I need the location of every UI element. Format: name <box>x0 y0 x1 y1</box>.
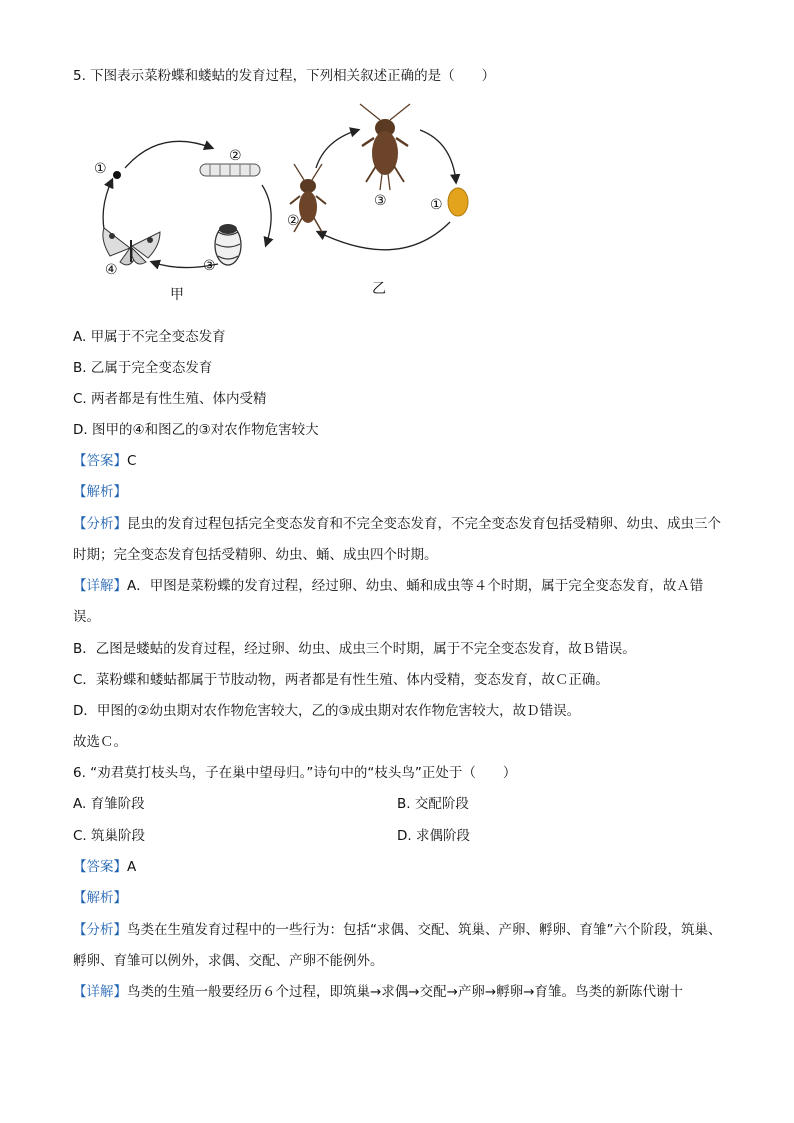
jia-label-4: ④ <box>105 262 118 278</box>
q6-fenxi <box>73 915 723 977</box>
q5-stem: 5. 下图表示菜粉蝶和蝼蛄的发育过程，下列相关叙述正确的是（ ） <box>73 68 496 84</box>
yi-arrow-3 <box>318 222 450 250</box>
q6-answer-value: A <box>127 859 137 875</box>
q5-option-a: A. 甲属于不完全变态发育 <box>73 329 226 345</box>
q5-xiangjie-b: B．乙图是蝼蛄的发育过程，经过卵、幼虫、成虫三个时期，属于不完全变态发育，故Ｂ错误。 <box>73 641 636 657</box>
q5-option-b: B. 乙属于完全变态发育 <box>73 360 213 376</box>
q6-option-a: A. 育雏阶段 <box>73 796 145 812</box>
q6-answer <box>73 857 136 877</box>
jia-arrow-1 <box>125 141 212 168</box>
yi-arrow-1 <box>316 130 358 168</box>
mole-cricket-egg <box>448 188 468 216</box>
yi-label-1: ① <box>430 197 443 213</box>
q6-option-d: D. 求偶阶段 <box>397 828 470 844</box>
q5-fenxi <box>73 509 723 571</box>
q5-conclusion: 故选Ｃ。 <box>73 734 127 750</box>
q5-answer <box>73 451 136 471</box>
butterfly <box>103 228 160 265</box>
q5-fenxi-tag: 【分析】 <box>73 516 127 532</box>
figure-label-yi: 乙 <box>372 281 386 297</box>
q6-option-c: C. 筑巢阶段 <box>73 828 146 844</box>
q6-option-b: B. 交配阶段 <box>397 796 469 812</box>
q6-xiangjie-text: 鸟类的生殖一般要经历６个过程，即筑巢→求偶→交配→产卵→孵卵→育雏。鸟类的新陈代谢十 <box>127 984 684 1000</box>
q6-xiangjie-tag: 【详解】 <box>73 984 127 1000</box>
jia-label-3: ③ <box>203 258 216 274</box>
q6-analysis-tag: 【解析】 <box>73 890 127 906</box>
q5-xiangjie-c: C．菜粉蝶和蝼蛄都属于节肢动物，两者都是有性生殖、体内受精，变态发育，故Ｃ正确。 <box>73 672 609 688</box>
q5-xiangjie <box>73 571 723 633</box>
yi-label-2: ② <box>287 213 300 229</box>
q6-fenxi-tag: 【分析】 <box>73 922 127 938</box>
q6-xiangjie <box>73 982 683 1002</box>
q6-answer-tag: 【答案】 <box>73 859 127 875</box>
yi-label-3: ③ <box>374 193 387 209</box>
q6-stem: 6. “劝君莫打枝头鸟，子在巢中望母归。”诗句中的“枝头鸟”正处于（ ） <box>73 765 517 781</box>
mole-cricket-adult <box>360 104 410 190</box>
q5-xiangjie-d: D．甲图的②幼虫期对农作物危害较大，乙的③成虫期对农作物危害较大，故Ｄ错误。 <box>73 703 581 719</box>
q5-answer-tag: 【答案】 <box>73 453 127 469</box>
yi-arrow-2 <box>420 130 456 182</box>
jia-label-2: ② <box>229 148 242 164</box>
life-cycle-diagram <box>0 0 794 320</box>
figure-label-jia: 甲 <box>170 287 184 303</box>
caterpillar <box>200 164 260 176</box>
q5-xiangjie-a: A．甲图是菜粉蝶的发育过程，经过卵、幼虫、蛹和成虫等４个时期，属于完全变态发育，故Ａ错误。 <box>73 578 704 625</box>
q5-fenxi-text: 昆虫的发育过程包括完全变态发育和不完全变态发育，不完全变态发育包括受精卵、幼虫、成虫三个时期；完全变态发育包括受精卵、幼虫、蛹、成虫四个时期。 <box>73 516 721 563</box>
q5-option-d: D. 图甲的④和图乙的③对农作物危害较大 <box>73 422 319 438</box>
jia-label-1: ① <box>94 161 107 177</box>
jia-arrow-2 <box>262 185 271 245</box>
q5-analysis-tag: 【解析】 <box>73 484 127 500</box>
q5-xiangjie-tag: 【详解】 <box>73 578 127 594</box>
q6-fenxi-text: 鸟类在生殖发育过程中的一些行为：包括“求偶、交配、筑巢、产卵、孵卵、育雏”六个阶段，筑巢、孵卵、育雏可以例外，求偶、交配、产卵不能例外。 <box>73 922 722 969</box>
q5-answer-value: C <box>127 453 137 469</box>
butterfly-egg <box>113 171 121 179</box>
q5-option-c: C. 两者都是有性生殖、体内受精 <box>73 391 267 407</box>
pupa <box>215 224 241 265</box>
